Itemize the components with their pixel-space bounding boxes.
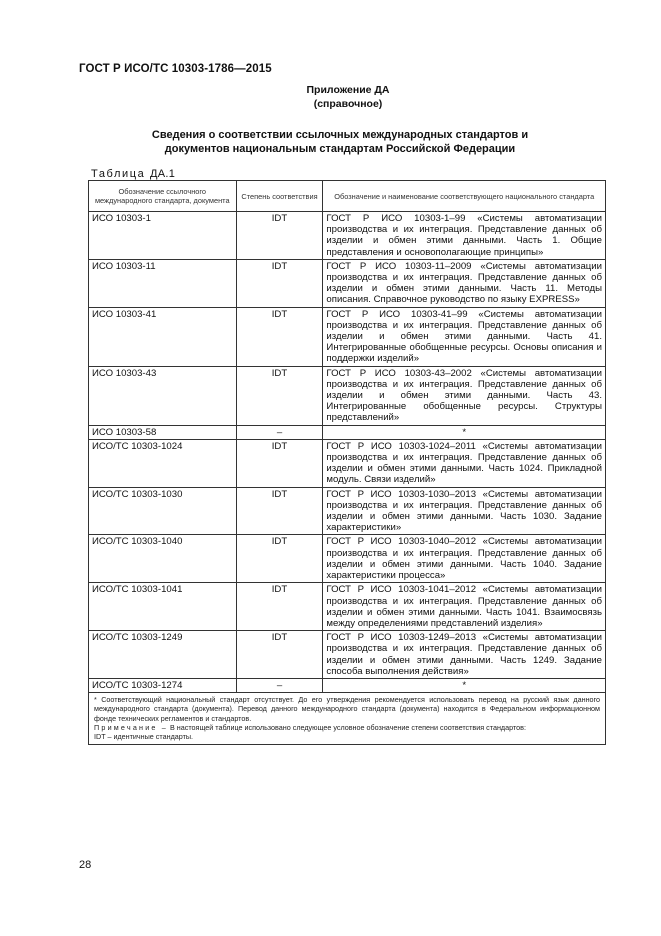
appendix-title: Приложение ДА [306,84,390,96]
section-title-line-1: Сведения о соответствии ссылочных международных стандартов и [151,129,529,141]
national-standard-cell: ГОСТ Р ИСО 10303-1041–2012 «Системы автоматизации производства и их интеграция. Представление данных об изделии и обмен этими данными. Часть 1041. Взаимосвязь между определениями представлений изделия» [323,583,606,631]
table-row [89,439,606,487]
reference-cell: ИСО/ТС 10303-1030 [89,487,237,535]
table-row [89,366,606,425]
table-row [89,259,606,307]
reference-cell: ИСО/ТС 10303-1249 [89,631,237,679]
table-row [89,631,606,679]
section-title [100,129,580,156]
reference-cell: ИСО 10303-11 [89,259,237,307]
header-reference-standard: Обозначение ссылочного международного стандарта, документа [89,181,237,212]
degree-cell: IDT [236,535,323,583]
degree-cell: IDT [236,307,323,366]
table-row [89,535,606,583]
national-standard-cell: ГОСТ Р ИСО 10303-1–99 «Системы автоматизации производства и их интеграция. Представление данных об изделии и обмен этими данными. Часть 1. Общие представления и основополагающие принципы» [323,212,606,260]
degree-cell: IDT [236,212,323,260]
reference-cell: ИСО 10303-41 [89,307,237,366]
table-caption-id: ДА.1 [150,168,176,180]
footnote-asterisk: * Соответствующий национальный стандарт отсутствует. До его утверждения рекомендуется использовать перевод на русский язык данного международного стандарта (документа). Перевод данного международного стандарта (документа) находится в Федеральном информационном фонде технических регламентов и стандартов. [94,695,600,723]
degree-cell: – [236,425,323,439]
section-title-line-2: документов национальным стандартам Российской Федерации [164,142,516,155]
footnote-idt: IDT – идентичные стандарты. [94,731,194,741]
national-standard-cell: ГОСТ Р ИСО 10303-1024–2011 «Системы автоматизации производства и их интеграция. Представление данных об изделии и обмен этими данными. Часть 1024. Прикладной модуль. Связи изделий» [323,439,606,487]
national-standard-cell: ГОСТ Р ИСО 10303-41–99 «Системы автоматизации производства и их интеграция. Представление данных об изделии и обмен этими данными. Часть 41. Интегрированные обобщенные ресурсы. Основы описания и поддержки изделий» [323,307,606,366]
table-row [89,678,606,692]
degree-cell: IDT [236,259,323,307]
reference-cell: ИСО 10303-43 [89,366,237,425]
footnote-note [94,723,600,732]
degree-cell: IDT [236,366,323,425]
header-degree: Степень соответствия [236,181,323,212]
degree-cell: IDT [236,583,323,631]
reference-cell: ИСО/ТС 10303-1024 [89,439,237,487]
table-row [89,425,606,439]
reference-cell: ИСО/ТС 10303-1041 [89,583,237,631]
degree-cell: – [236,678,323,692]
document-code: ГОСТ Р ИСО/ТС 10303-1786—2015 [79,63,272,75]
header-national-standard: Обозначение и наименование соответствующего национального стандарта [323,181,606,212]
table-footnote-row [89,693,606,745]
national-standard-cell: ГОСТ Р ИСО 10303-1030–2013 «Системы автоматизации производства и их интеграция. Представление данных об изделии и обмен этими данными. Часть 1030. Задание характеристики» [323,487,606,535]
note-label: Примечание – [94,722,168,732]
reference-cell: ИСО/ТС 10303-1274 [89,678,237,692]
table-row [89,212,606,260]
degree-cell: IDT [236,631,323,679]
degree-cell: IDT [236,439,323,487]
appendix-heading [0,83,661,111]
table-row [89,487,606,535]
national-standard-cell: ГОСТ Р ИСО 10303-1249–2013 «Системы автоматизации производства и их интеграция. Представление данных об изделии и обмен этими данными. Часть 1249. Задание способа выполнения действия» [323,631,606,679]
table-row [89,307,606,366]
national-standard-cell: * [323,678,606,692]
reference-cell: ИСО 10303-1 [89,212,237,260]
degree-cell: IDT [236,487,323,535]
table-footnote [89,693,606,745]
correspondence-table [88,180,606,745]
table-header-row [89,181,606,212]
table-caption-word: Таблица [91,168,146,180]
appendix-subtitle: (справочное) [313,98,383,110]
reference-cell: ИСО 10303-58 [89,425,237,439]
table-body [89,212,606,745]
national-standard-cell: * [323,425,606,439]
table-caption [91,168,175,180]
national-standard-cell: ГОСТ Р ИСО 10303-1040–2012 «Системы автоматизации производства и их интеграция. Представление данных об изделии и обмен этими данными. Часть 1040. Задание характеристики процесса» [323,535,606,583]
page-number: 28 [79,859,92,871]
national-standard-cell: ГОСТ Р ИСО 10303-11–2009 «Системы автоматизации производства и их интеграция. Представление данных об изделии и обмен этими данными. Часть 11. Методы описания. Справочное руководство по языку EXPRESS» [323,259,606,307]
note-text: В настоящей таблице использовано следующее условное обозначение степени соответствия стандартов: [170,722,526,732]
table-row [89,583,606,631]
reference-cell: ИСО/ТС 10303-1040 [89,535,237,583]
national-standard-cell: ГОСТ Р ИСО 10303-43–2002 «Системы автоматизации производства и их интеграция. Представление данных об изделии и обмен этими данными. Часть 43. Интегрированные обобщенные ресурсы. Структуры представлений» [323,366,606,425]
